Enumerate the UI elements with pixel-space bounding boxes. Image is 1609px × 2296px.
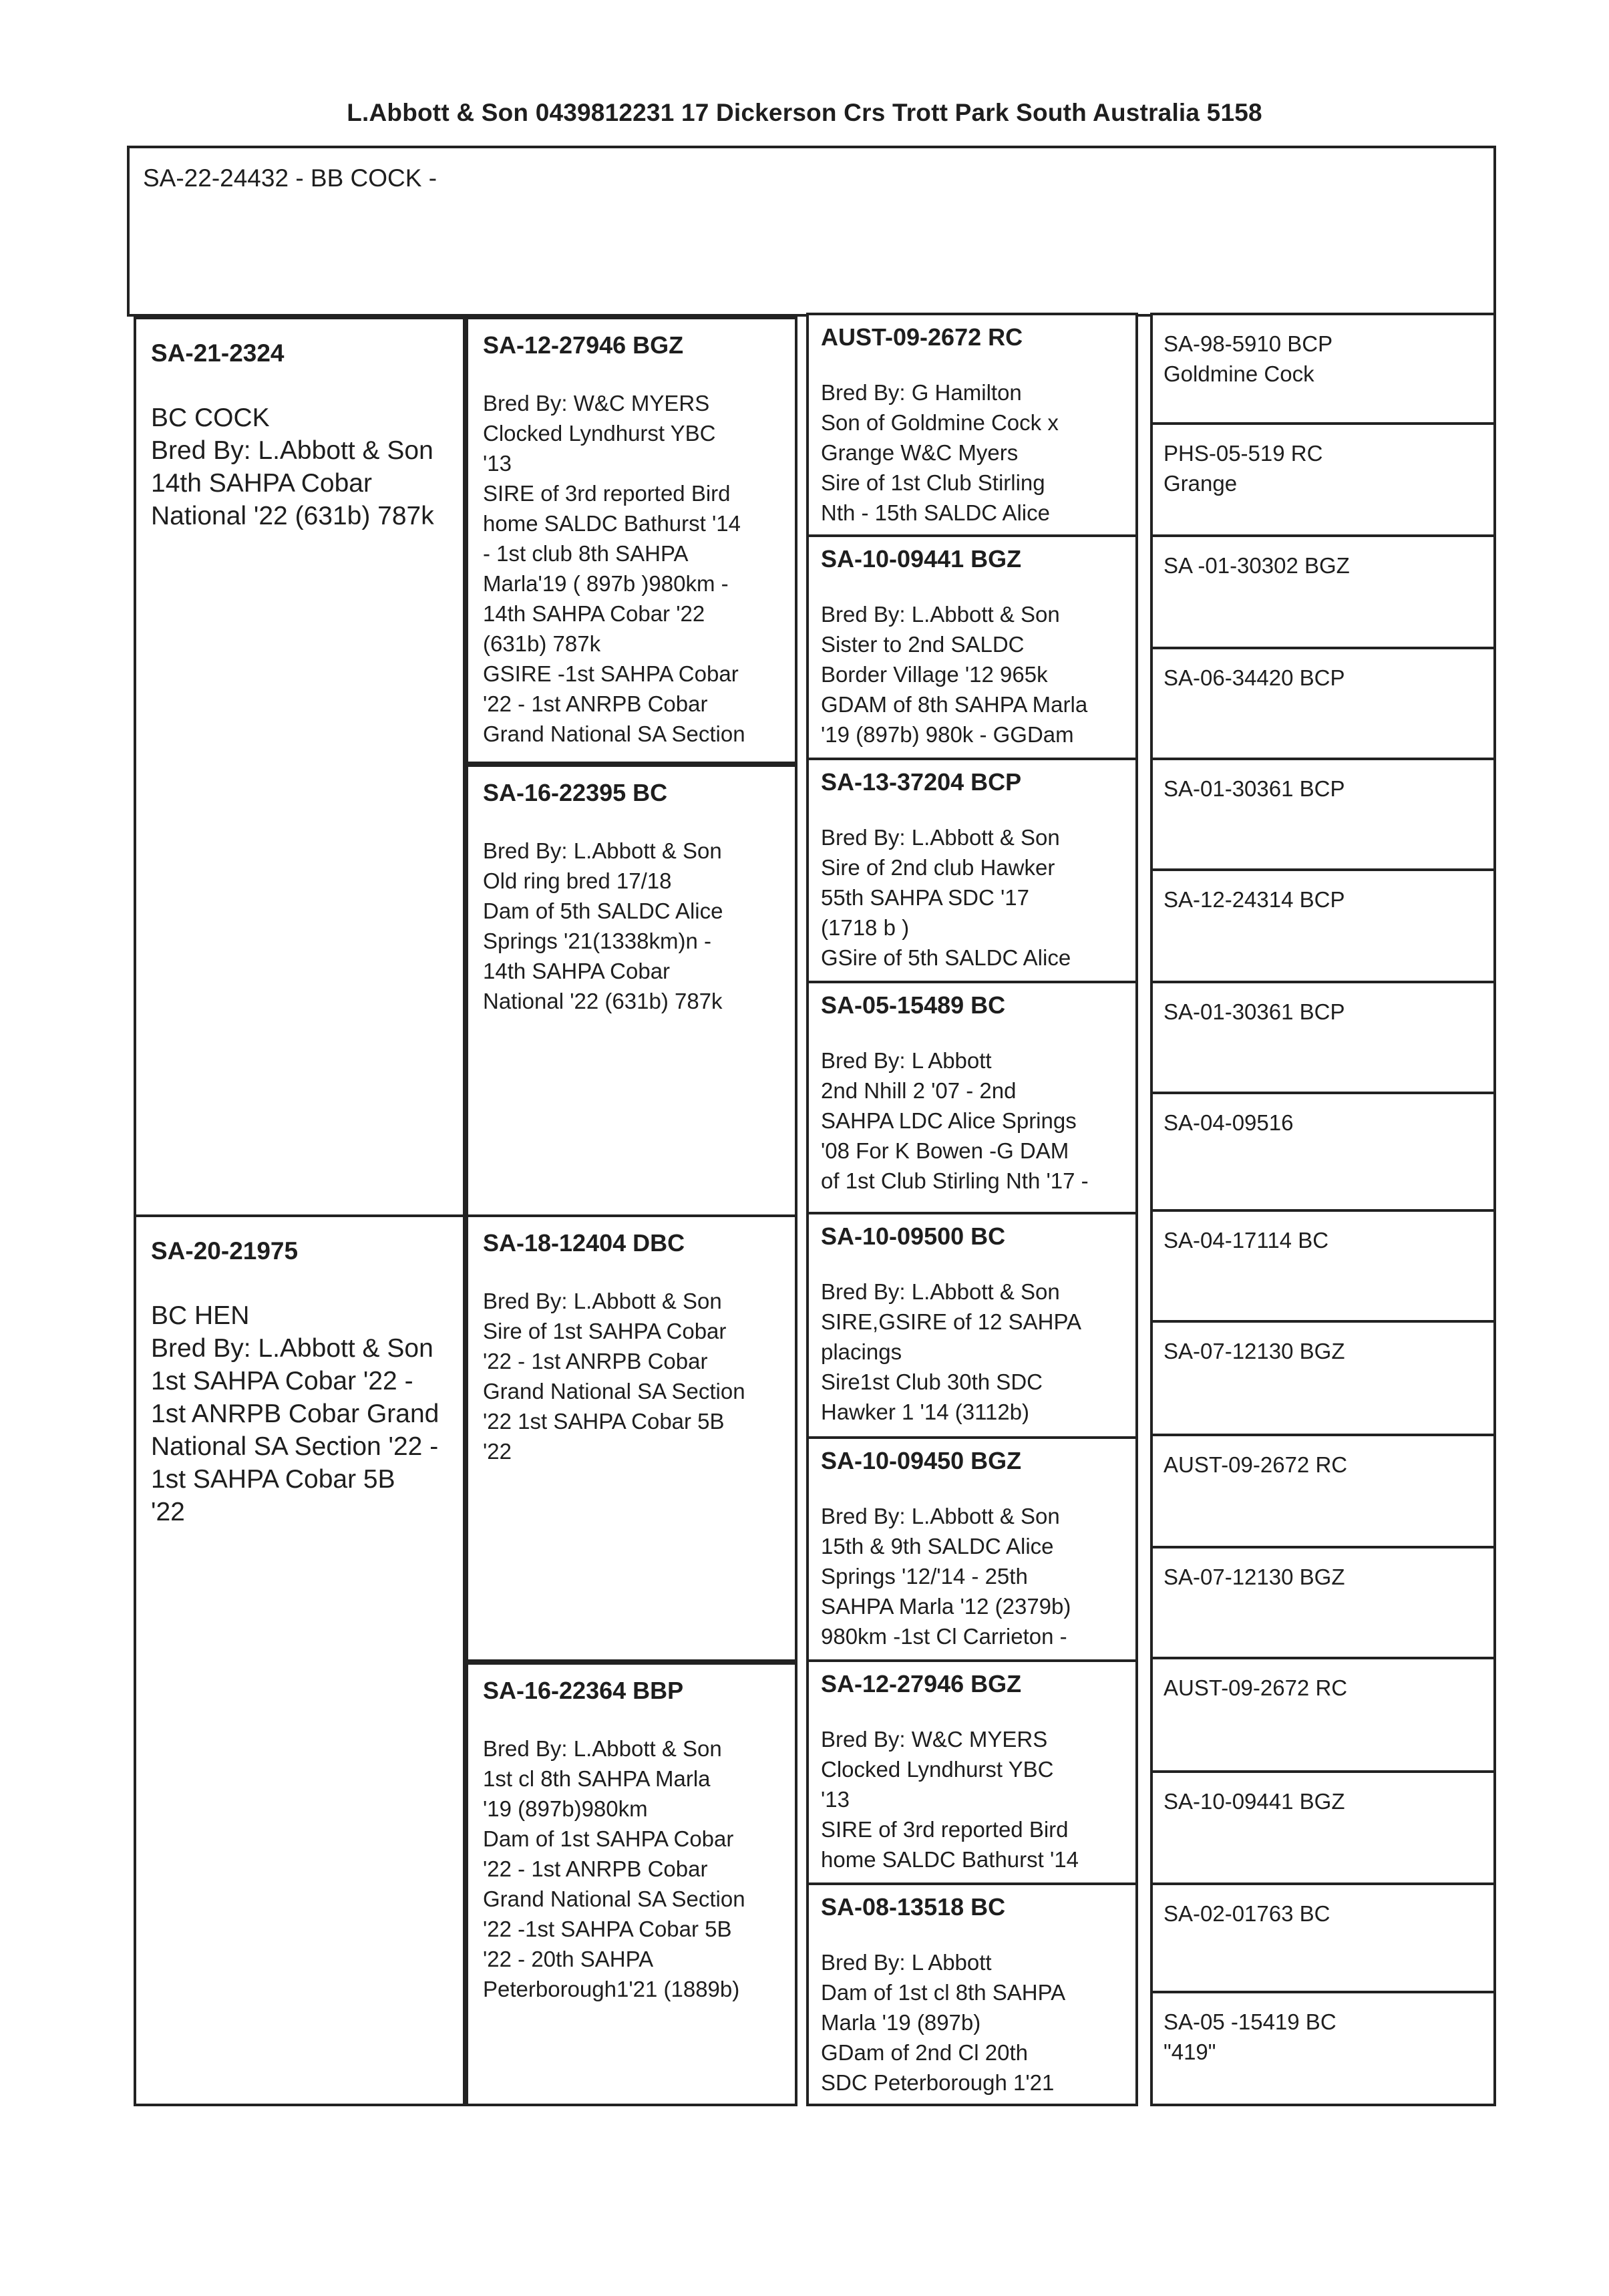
gen4-label-6: SA-12-24314 BCP — [1164, 887, 1345, 912]
gen4-box-12 — [1150, 1546, 1496, 1659]
gen4-box-9 — [1150, 1209, 1496, 1323]
gen4-label-8: SA-04-09516 — [1164, 1110, 1294, 1135]
sire-box — [134, 317, 466, 1217]
gen4-label-3: SA -01-30302 BGZ — [1164, 553, 1350, 578]
gen4-label-2: PHS-05-519 RC Grange — [1164, 441, 1323, 496]
gen4-box-4 — [1150, 647, 1496, 760]
gen3-reg-7: SA-12-27946 BGZ — [821, 1670, 1022, 1697]
gen4-label-13: AUST-09-2672 RC — [1164, 1675, 1348, 1700]
gen3-box-3 — [806, 758, 1138, 983]
gen2-reg-3: SA-18-12404 DBC — [483, 1229, 685, 1257]
gen3-reg-1: AUST-09-2672 RC — [821, 323, 1023, 351]
gen2-box-4 — [466, 1662, 797, 2106]
gen3-box-5 — [806, 1212, 1138, 1439]
gen4-box-6 — [1150, 868, 1496, 983]
gen4-label-15: SA-02-01763 BC — [1164, 1901, 1330, 1926]
gen4-box-3 — [1150, 534, 1496, 649]
subject-bird-box — [127, 146, 1496, 317]
gen2-box-3 — [466, 1214, 797, 1662]
gen4-box-7 — [1150, 981, 1496, 1094]
gen4-label-12: SA-07-12130 BGZ — [1164, 1565, 1345, 1589]
gen4-label-9: SA-04-17114 BC — [1164, 1228, 1329, 1253]
gen3-desc-7: Bred By: W&C MYERS Clocked Lyndhurst YBC '13 SIRE of 3rd reported Bird home SALDC Bathurst '14 — [821, 1727, 1079, 1872]
subject-bird-label: SA-22-24432 - BB COCK - — [143, 164, 437, 192]
gen4-box-14 — [1150, 1770, 1496, 1885]
gen3-box-8 — [806, 1882, 1138, 2106]
gen3-reg-5: SA-10-09500 BC — [821, 1222, 1006, 1250]
gen3-desc-6: Bred By: L.Abbott & Son 15th & 9th SALDC Alice Springs '12/'14 - 25th SAHPA Marla '12 (2379b) 980km -1st Cl Carrieton - — [821, 1504, 1071, 1649]
gen4-box-8 — [1150, 1092, 1496, 1212]
gen2-desc-1: Bred By: W&C MYERS Clocked Lyndhurst YBC '13 SIRE of 3rd reported Bird home SALDC Bathurst '14 - 1st club 8th SAHPA Marla'19 ( 897b )980km - 14th SAHPA Cobar '22 (631b) 787k GSIRE -1st SAHPA Cobar '22 - 1st ANRPB Cobar Grand National SA Section — [483, 391, 745, 746]
gen4-label-1: SA-98-5910 BCP Goldmine Cock — [1164, 331, 1333, 386]
gen2-box-1 — [466, 317, 797, 764]
dam-box — [134, 1214, 466, 2106]
gen4-box-5 — [1150, 758, 1496, 871]
gen3-box-1 — [806, 313, 1138, 537]
gen2-reg-2: SA-16-22395 BC — [483, 779, 668, 806]
gen3-reg-8: SA-08-13518 BC — [821, 1893, 1006, 1921]
gen3-desc-2: Bred By: L.Abbott & Son Sister to 2nd SALDC Border Village '12 965k GDAM of 8th SAHPA Marla '19 (897b) 980k - GGDam — [821, 602, 1088, 747]
gen4-label-10: SA-07-12130 BGZ — [1164, 1339, 1345, 1363]
gen4-box-2 — [1150, 422, 1496, 537]
gen2-reg-1: SA-12-27946 BGZ — [483, 331, 684, 359]
gen4-label-14: SA-10-09441 BGZ — [1164, 1789, 1345, 1814]
gen4-label-11: AUST-09-2672 RC — [1164, 1452, 1348, 1477]
gen3-box-6 — [806, 1436, 1138, 1662]
gen3-box-2 — [806, 534, 1138, 760]
dam-reg: SA-20-21975 — [151, 1237, 299, 1265]
gen4-label-4: SA-06-34420 BCP — [1164, 665, 1345, 690]
gen2-reg-4: SA-16-22364 BBP — [483, 1677, 684, 1704]
gen3-reg-3: SA-13-37204 BCP — [821, 768, 1022, 796]
gen4-box-16 — [1150, 1991, 1496, 2106]
gen4-box-11 — [1150, 1434, 1496, 1548]
sire-reg: SA-21-2324 — [151, 339, 285, 367]
gen3-reg-6: SA-10-09450 BGZ — [821, 1447, 1022, 1474]
gen2-desc-3: Bred By: L.Abbott & Son Sire of 1st SAHPA Cobar '22 - 1st ANRPB Cobar Grand National SA Section '22 1st SAHPA Cobar 5B '22 — [483, 1289, 745, 1464]
gen4-label-16: SA-05 -15419 BC "419" — [1164, 2009, 1336, 2064]
gen3-desc-3: Bred By: L.Abbott & Son Sire of 2nd club Hawker 55th SAHPA SDC '17 (1718 b ) GSire of 5th SALDC Alice — [821, 825, 1071, 970]
gen2-desc-4: Bred By: L.Abbott & Son 1st cl 8th SAHPA Marla '19 (897b)980km Dam of 1st SAHPA Cobar '22 - 1st ANRPB Cobar Grand National SA Section '22 -1st SAHPA Cobar 5B '22 - 20th SAHPA Peterborough1'21 (1889b) — [483, 1736, 745, 2001]
gen3-reg-4: SA-05-15489 BC — [821, 991, 1006, 1019]
dam-desc: BC HEN Bred By: L.Abbott & Son 1st SAHPA Cobar '22 - 1st ANRPB Cobar Grand National SA Section '22 - 1st SAHPA Cobar 5B '22 — [151, 1301, 439, 1526]
gen4-box-15 — [1150, 1882, 1496, 1993]
gen3-desc-4: Bred By: L Abbott 2nd Nhill 2 '07 - 2nd SAHPA LDC Alice Springs '08 For K Bowen -G DAM of 1st Club Stirling Nth '17 - — [821, 1048, 1089, 1193]
sire-desc: BC COCK Bred By: L.Abbott & Son 14th SAHPA Cobar National '22 (631b) 787k — [151, 403, 434, 530]
gen4-label-7: SA-01-30361 BCP — [1164, 999, 1345, 1024]
breeder-header: L.Abbott & Son 0439812231 17 Dickerson Crs Trott Park South Australia 5158 — [347, 99, 1262, 126]
gen3-desc-8: Bred By: L Abbott Dam of 1st cl 8th SAHPA Marla '19 (897b) GDam of 2nd Cl 20th SDC Peterborough 1'21 — [821, 1950, 1066, 2095]
gen3-box-7 — [806, 1659, 1138, 1885]
gen4-box-1 — [1150, 313, 1496, 425]
gen3-desc-1: Bred By: G Hamilton Son of Goldmine Cock x Grange W&C Myers Sire of 1st Club Stirling Nth - 15th SALDC Alice — [821, 380, 1059, 525]
gen2-desc-2: Bred By: L.Abbott & Son Old ring bred 17/18 Dam of 5th SALDC Alice Springs '21(1338km)n - 14th SAHPA Cobar National '22 (631b) 787k — [483, 838, 723, 1013]
gen4-box-13 — [1150, 1657, 1496, 1773]
gen4-label-5: SA-01-30361 BCP — [1164, 776, 1345, 801]
gen3-desc-5: Bred By: L.Abbott & Son SIRE,GSIRE of 12 SAHPA placings Sire1st Club 30th SDC Hawker 1 '14 (3112b) — [821, 1279, 1082, 1424]
gen4-box-10 — [1150, 1320, 1496, 1436]
gen3-reg-2: SA-10-09441 BGZ — [821, 545, 1022, 572]
gen2-box-2 — [466, 764, 797, 1217]
gen3-box-4 — [806, 981, 1138, 1214]
